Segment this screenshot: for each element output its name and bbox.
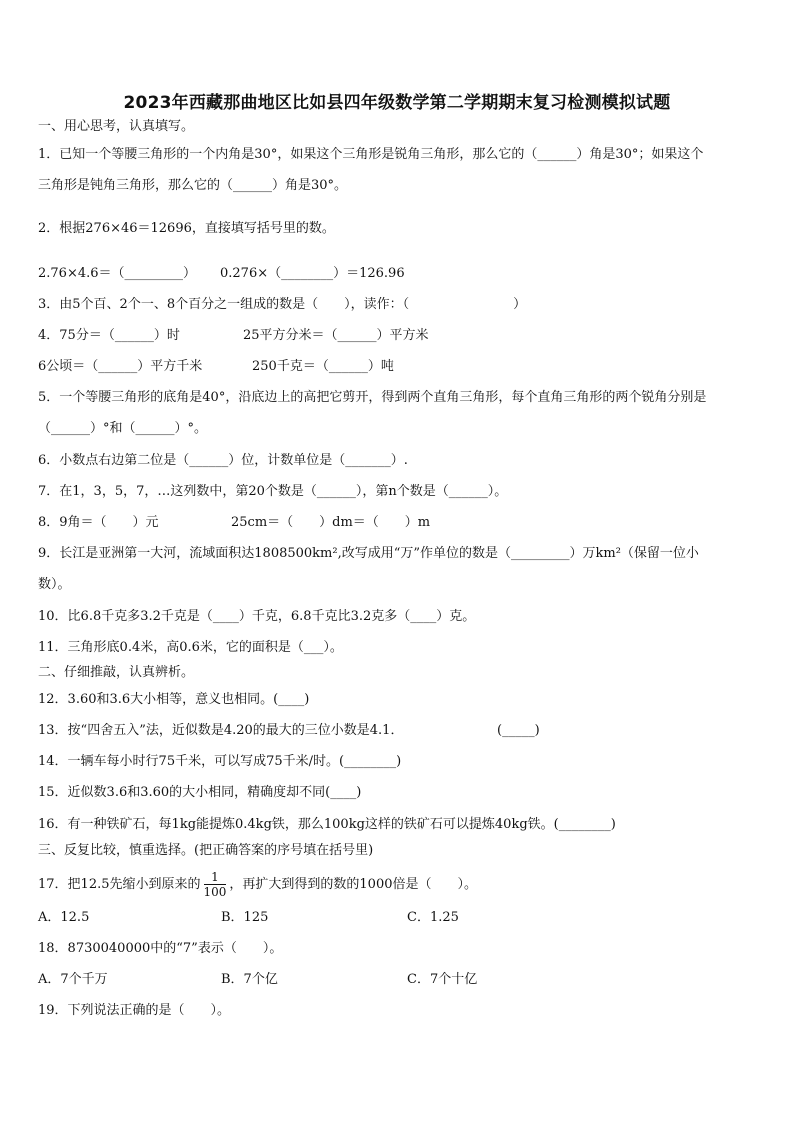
question-17-text-before: 17．把12.5先缩小到原来的	[38, 877, 201, 892]
section-heading-3: 三、反复比较，慎重选择。(把正确答案的序号填在括号里)	[38, 843, 374, 858]
question-18-option-b: B．7个亿	[221, 972, 278, 987]
fraction-denominator: 100	[203, 885, 227, 899]
question-19: 19．下列说法正确的是（ ）。	[38, 1003, 231, 1018]
section-heading-1: 一、用心思考，认真填写。	[38, 119, 195, 134]
question-2-part-b: 0.276×（________）＝126.96	[220, 266, 405, 281]
question-3: 3．由5个百、2个一、8个百分之一组成的数是（ ），读作：（ ）	[38, 297, 527, 312]
question-4-part-c: 6公顷＝（______）平方千米	[38, 359, 203, 374]
question-10: 10．比6.8千克多3.2千克是（____）千克，6.8千克比3.2克多（____）克。	[38, 609, 476, 624]
fraction-one-hundredth	[204, 870, 227, 899]
page-title: 2023年西藏那曲地区比如县四年级数学第二学期期末复习检测模拟试题	[123, 93, 671, 113]
question-13-text: 13．按“四舍五入”法，近似数是4.20的最大的三位小数是4.1．	[38, 723, 404, 738]
question-9-line-1: 9．长江是亚洲第一大河，流域面积达1808500km²,改写成用“万”作单位的数是（_________）万km²（保留一位小	[38, 546, 699, 561]
question-1-line-1: 1．已知一个等腰三角形的一个内角是30°，如果这个三角形是锐角三角形，那么它的（______）角是30°；如果这个	[38, 147, 704, 162]
question-4-part-a: 4．75分＝（______）时	[38, 328, 180, 343]
question-11: 11．三角形底0.4米，高0.6米，它的面积是（___）。	[38, 640, 343, 655]
question-13-blank: (_____)	[497, 723, 540, 738]
question-14: 14．一辆车每小时行75千米，可以写成75千米/时。(________)	[38, 754, 402, 769]
question-1-line-2: 三角形是钝角三角形，那么它的（______）角是30°。	[38, 178, 348, 193]
section-heading-2: 二、仔细推敲，认真辨析。	[38, 665, 195, 680]
question-8-part-b: 25cm＝（ ）dm＝（ ）m	[231, 515, 431, 530]
question-17-option-b: B．125	[221, 910, 269, 925]
question-17-option-c: C．1.25	[407, 910, 459, 925]
question-7: 7．在1，3，5，7，…这列数中，第20个数是（______），第n个数是（______）。	[38, 484, 508, 499]
question-15: 15．近似数3.6和3.60的大小相同，精确度却不同(____)	[38, 785, 362, 800]
fraction-numerator: 1	[204, 870, 227, 885]
question-6: 6．小数点右边第二位是（______）位，计数单位是（_______）.	[38, 453, 408, 468]
question-5-line-1: 5．一个等腰三角形的底角是40°，沿底边上的高把它剪开，得到两个直角三角形，每个直角三角形的两个锐角分别是	[38, 390, 707, 405]
question-8-part-a: 8．9角＝（ ）元	[38, 515, 159, 530]
question-18-option-a: A．7个千万	[38, 972, 108, 987]
question-2-part-a: 2.76×4.6＝（_________）	[38, 266, 197, 281]
question-2: 2．根据276×46＝12696，直接填写括号里的数。	[38, 221, 335, 236]
question-12: 12．3.60和3.6大小相等，意义也相同。(____)	[38, 692, 310, 707]
question-4-part-d: 250千克＝（______）吨	[252, 359, 394, 374]
question-18-option-c: C．7个十亿	[407, 972, 478, 987]
question-5-line-2: （______）°和（______）°。	[38, 421, 208, 436]
question-17-option-a: A．12.5	[38, 910, 90, 925]
question-9-line-2: 数）。	[38, 577, 71, 592]
question-4-part-b: 25平方分米＝（______）平方米	[243, 328, 429, 343]
question-17-text-after: ，再扩大到得到的数的1000倍是（ ）。	[229, 877, 477, 892]
question-17	[38, 870, 760, 899]
question-18: 18．8730040000中的“7”表示（ ）。	[38, 941, 283, 956]
question-16: 16．有一种铁矿石，每1kg能提炼0.4kg铁，那么100kg这样的铁矿石可以提炼40kg铁。(________)	[38, 817, 616, 832]
